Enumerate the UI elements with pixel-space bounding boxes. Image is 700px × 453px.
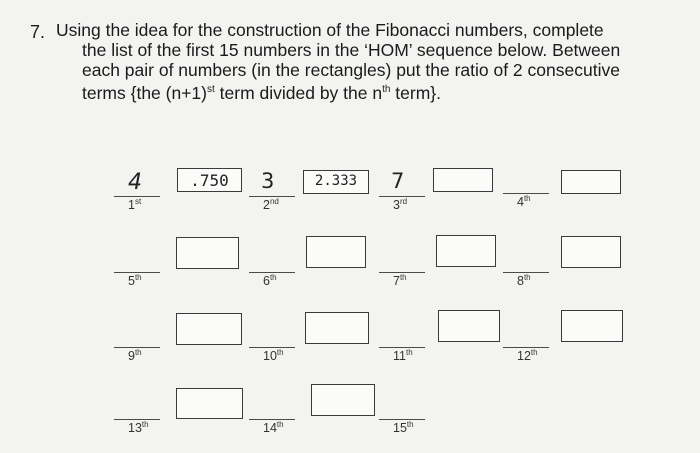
term-label-number: 3 (393, 198, 400, 213)
term-label-3 (393, 197, 407, 212)
term-label-suffix: th (523, 194, 531, 203)
ratio-value-2: 2.333 (314, 173, 358, 189)
term-label-suffix: th (530, 348, 538, 357)
sup-th: th (382, 84, 391, 95)
term-value-2: 3 (261, 169, 275, 193)
term-value-3: 7 (391, 169, 405, 193)
ratio-box-1[interactable] (177, 168, 242, 192)
term-label-11 (393, 348, 413, 363)
term-label-suffix: th (134, 348, 142, 357)
term-label-number: 7 (393, 274, 400, 289)
sup-st: st (207, 84, 215, 95)
term-label-9 (128, 348, 142, 363)
term-label-suffix: st (134, 197, 142, 206)
ratio-box-13[interactable] (176, 388, 243, 419)
term-label-number: 2 (263, 198, 270, 213)
term-label-number: 1 (128, 198, 135, 213)
term-label-number: 11 (393, 349, 406, 364)
term-label-number: 6 (263, 274, 270, 289)
term-label-number: 9 (128, 349, 135, 364)
term-label-7 (393, 273, 407, 288)
term-label-suffix: th (276, 420, 284, 429)
term-label-number: 13 (128, 421, 142, 436)
question-line-4-end: term}. (390, 82, 442, 103)
question-line-4-start: terms {the (n+1) (82, 82, 207, 103)
term-label-suffix: th (405, 348, 413, 357)
term-label-4 (517, 194, 531, 209)
term-label-8 (517, 273, 531, 288)
term-label-5 (128, 273, 142, 288)
term-label-suffix: th (276, 348, 284, 357)
term-value-1: 4 (128, 170, 142, 195)
term-label-13 (128, 420, 149, 435)
term-label-15 (393, 420, 414, 435)
question-text (30, 20, 690, 103)
term-label-number: 12 (517, 349, 531, 364)
term-label-number: 14 (263, 421, 277, 436)
term-label-suffix: nd (269, 197, 279, 206)
ratio-box-4[interactable] (561, 170, 621, 194)
ratio-box-10[interactable] (305, 312, 369, 344)
term-label-suffix: th (406, 420, 414, 429)
term-label-6 (263, 273, 277, 288)
term-label-suffix: th (523, 273, 531, 282)
term-label-suffix: th (141, 420, 149, 429)
ratio-box-9[interactable] (176, 313, 242, 345)
term-label-12 (517, 348, 538, 363)
question-line-1: Using the idea for the construction of the Fibonacci numbers, complete (56, 20, 604, 40)
term-label-suffix: th (399, 273, 407, 282)
ratio-box-2[interactable] (303, 170, 369, 194)
term-label-10 (263, 348, 284, 363)
question-number: 7. (30, 22, 46, 42)
term-label-number: 8 (517, 274, 524, 289)
ratio-value-1: .750 (190, 171, 229, 190)
question-line-3: each pair of numbers (in the rectangles) put the ratio of 2 consecutive (82, 60, 620, 80)
term-label-number: 15 (393, 421, 407, 436)
ratio-box-8[interactable] (561, 236, 621, 268)
ratio-box-3[interactable] (433, 168, 493, 192)
question-line-2: the list of the first 15 numbers in the ‘HOM’ sequence below. Between (82, 40, 621, 60)
term-label-suffix: th (134, 273, 142, 282)
ratio-box-14[interactable] (311, 384, 375, 416)
term-label-number: 4 (517, 195, 524, 210)
term-label-2 (263, 197, 279, 212)
term-label-1 (128, 197, 141, 212)
ratio-box-7[interactable] (436, 235, 496, 267)
ratio-box-5[interactable] (176, 237, 239, 269)
term-label-suffix: th (269, 273, 277, 282)
question-line-4 (30, 80, 690, 103)
term-label-suffix: rd (399, 197, 408, 206)
term-label-number: 5 (128, 274, 135, 289)
term-label-14 (263, 420, 284, 435)
ratio-box-12[interactable] (561, 310, 623, 342)
ratio-box-6[interactable] (306, 236, 366, 268)
term-label-number: 10 (263, 349, 277, 364)
question-line-4-mid: term divided by the n (214, 82, 383, 103)
ratio-box-11[interactable] (438, 310, 500, 342)
